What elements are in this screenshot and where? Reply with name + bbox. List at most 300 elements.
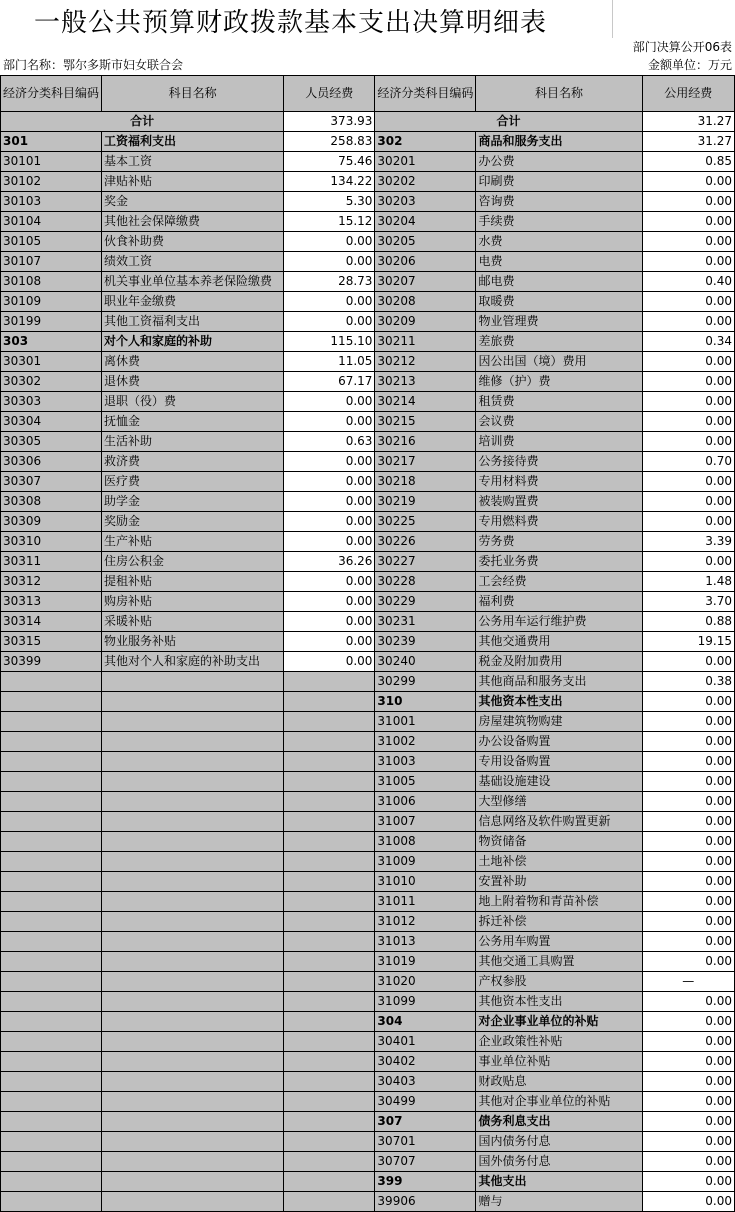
table-row xyxy=(1,1152,735,1172)
left-empty-cell xyxy=(102,1132,284,1152)
right-code-cell: 30205 xyxy=(375,232,476,252)
right-amount-cell: 0.00 xyxy=(642,952,734,972)
left-name-cell: 津贴补贴 xyxy=(102,172,284,192)
table-row xyxy=(1,672,735,692)
left-amount-cell: 0.00 xyxy=(284,292,375,312)
right-amount-cell: 0.00 xyxy=(642,552,734,572)
left-amount-cell: 67.17 xyxy=(284,372,375,392)
left-amount-cell: 28.73 xyxy=(284,272,375,292)
left-empty-cell xyxy=(102,732,284,752)
right-amount-cell: 0.88 xyxy=(642,612,734,632)
right-code-cell: 31011 xyxy=(375,892,476,912)
right-code-cell: 30208 xyxy=(375,292,476,312)
right-amount-cell: 0.00 xyxy=(642,352,734,372)
left-name-cell: 其他工资福利支出 xyxy=(102,312,284,332)
right-name-cell: 劳务费 xyxy=(476,532,642,552)
left-empty-cell xyxy=(102,792,284,812)
left-code-cell: 30399 xyxy=(1,652,102,672)
right-code-cell: 31020 xyxy=(375,972,476,992)
right-code-cell: 30217 xyxy=(375,452,476,472)
right-code-cell: 30701 xyxy=(375,1132,476,1152)
left-empty-cell xyxy=(102,772,284,792)
left-empty-cell xyxy=(284,1072,375,1092)
right-amount-cell: 0.00 xyxy=(642,472,734,492)
table-row xyxy=(1,352,735,372)
right-code-cell: 31007 xyxy=(375,812,476,832)
left-code-cell: 30105 xyxy=(1,232,102,252)
right-amount-cell: 0.00 xyxy=(642,372,734,392)
left-code-cell: 30103 xyxy=(1,192,102,212)
right-amount-cell: 0.00 xyxy=(642,192,734,212)
left-empty-cell xyxy=(102,812,284,832)
right-code-cell: 30216 xyxy=(375,432,476,452)
right-code-cell: 31099 xyxy=(375,992,476,1012)
right-amount-cell: 0.00 xyxy=(642,852,734,872)
right-amount-cell: 0.00 xyxy=(642,652,734,672)
right-code-cell: 30211 xyxy=(375,332,476,352)
right-code-cell: 31001 xyxy=(375,712,476,732)
right-amount-cell: 0.00 xyxy=(642,1152,734,1172)
right-name-cell: 对企业事业单位的补贴 xyxy=(476,1012,642,1032)
right-code-cell: 31003 xyxy=(375,752,476,772)
left-name-cell: 生活补助 xyxy=(102,432,284,452)
right-code-cell: 30228 xyxy=(375,572,476,592)
header-code-right: 经济分类科目编码 xyxy=(375,76,476,112)
right-amount-cell: 3.39 xyxy=(642,532,734,552)
right-name-cell: 商品和服务支出 xyxy=(476,132,642,152)
right-amount-cell: 0.85 xyxy=(642,152,734,172)
right-name-cell: 土地补偿 xyxy=(476,852,642,872)
left-empty-cell xyxy=(102,852,284,872)
left-code-cell: 30303 xyxy=(1,392,102,412)
table-row xyxy=(1,252,735,272)
table-row xyxy=(1,772,735,792)
left-code-cell: 30312 xyxy=(1,572,102,592)
left-empty-cell xyxy=(1,1132,102,1152)
left-empty-cell xyxy=(284,952,375,972)
left-empty-cell xyxy=(1,992,102,1012)
left-code-cell: 30305 xyxy=(1,432,102,452)
left-amount-cell: 0.00 xyxy=(284,512,375,532)
table-row xyxy=(1,1072,735,1092)
right-amount-cell: 0.00 xyxy=(642,832,734,852)
left-empty-cell xyxy=(284,712,375,732)
right-amount-cell: 0.00 xyxy=(642,172,734,192)
table-row xyxy=(1,792,735,812)
left-amount-cell: 0.00 xyxy=(284,592,375,612)
table-row xyxy=(1,1172,735,1192)
right-amount-cell: 3.70 xyxy=(642,592,734,612)
left-empty-cell xyxy=(284,1132,375,1152)
left-amount-cell: 0.00 xyxy=(284,452,375,472)
table-row xyxy=(1,272,735,292)
right-name-cell: 培训费 xyxy=(476,432,642,452)
right-amount-cell: 1.48 xyxy=(642,572,734,592)
right-code-cell: 30229 xyxy=(375,592,476,612)
right-name-cell: 大型修缮 xyxy=(476,792,642,812)
left-empty-cell xyxy=(284,1192,375,1212)
right-code-cell: 30206 xyxy=(375,252,476,272)
right-code-cell: 30215 xyxy=(375,412,476,432)
left-amount-cell: 0.00 xyxy=(284,532,375,552)
total-public: 31.27 xyxy=(642,112,734,132)
left-code-cell: 301 xyxy=(1,132,102,152)
right-name-cell: 取暖费 xyxy=(476,292,642,312)
table-row xyxy=(1,712,735,732)
left-empty-cell xyxy=(102,1112,284,1132)
right-name-cell: 其他交通费用 xyxy=(476,632,642,652)
page-title: 一般公共预算财政拨款基本支出决算明细表 xyxy=(34,8,548,38)
form-code: 部门决算公开06表 xyxy=(632,40,732,54)
right-amount-cell: 0.70 xyxy=(642,452,734,472)
left-empty-cell xyxy=(1,692,102,712)
left-empty-cell xyxy=(284,992,375,1012)
right-amount-cell: 0.00 xyxy=(642,1172,734,1192)
right-code-cell: 30201 xyxy=(375,152,476,172)
left-code-cell: 30313 xyxy=(1,592,102,612)
right-amount-cell: 0.00 xyxy=(642,1112,734,1132)
right-name-cell: 电费 xyxy=(476,252,642,272)
right-amount-cell: 0.00 xyxy=(642,1192,734,1212)
left-code-cell: 30310 xyxy=(1,532,102,552)
right-amount-cell: 0.40 xyxy=(642,272,734,292)
right-amount-cell: 0.00 xyxy=(642,412,734,432)
left-empty-cell xyxy=(1,872,102,892)
left-empty-cell xyxy=(102,912,284,932)
right-name-cell: 专用燃料费 xyxy=(476,512,642,532)
right-name-cell: 其他资本性支出 xyxy=(476,692,642,712)
right-amount-cell: 0.00 xyxy=(642,1052,734,1072)
right-amount-cell: 19.15 xyxy=(642,632,734,652)
right-name-cell: 债务利息支出 xyxy=(476,1112,642,1132)
table-row xyxy=(1,132,735,152)
table-row xyxy=(1,212,735,232)
right-name-cell: 租赁费 xyxy=(476,392,642,412)
left-empty-cell xyxy=(1,812,102,832)
left-amount-cell: 0.00 xyxy=(284,232,375,252)
left-name-cell: 生产补贴 xyxy=(102,532,284,552)
left-empty-cell xyxy=(1,1112,102,1132)
left-empty-cell xyxy=(284,1152,375,1172)
right-amount-cell: 0.00 xyxy=(642,1092,734,1112)
right-amount-cell: 0.00 xyxy=(642,312,734,332)
right-code-cell: 30202 xyxy=(375,172,476,192)
table-row xyxy=(1,692,735,712)
right-name-cell: 被装购置费 xyxy=(476,492,642,512)
table-row xyxy=(1,532,735,552)
right-name-cell: 安置补助 xyxy=(476,872,642,892)
table-row xyxy=(1,312,735,332)
table-row xyxy=(1,872,735,892)
right-code-cell: 30231 xyxy=(375,612,476,632)
left-empty-cell xyxy=(284,772,375,792)
left-empty-cell xyxy=(102,752,284,772)
right-amount-cell: 0.00 xyxy=(642,232,734,252)
right-code-cell: 30214 xyxy=(375,392,476,412)
left-empty-cell xyxy=(102,672,284,692)
right-name-cell: 基础设施建设 xyxy=(476,772,642,792)
left-amount-cell: 258.83 xyxy=(284,132,375,152)
right-code-cell: 31012 xyxy=(375,912,476,932)
table-row xyxy=(1,452,735,472)
left-amount-cell: 11.05 xyxy=(284,352,375,372)
right-name-cell: 印刷费 xyxy=(476,172,642,192)
table-row xyxy=(1,412,735,432)
table-row xyxy=(1,472,735,492)
right-code-cell: 30207 xyxy=(375,272,476,292)
left-name-cell: 基本工资 xyxy=(102,152,284,172)
left-name-cell: 其他对个人和家庭的补助支出 xyxy=(102,652,284,672)
left-amount-cell: 115.10 xyxy=(284,332,375,352)
left-code-cell: 30306 xyxy=(1,452,102,472)
left-name-cell: 离休费 xyxy=(102,352,284,372)
right-amount-cell: 0.00 xyxy=(642,1132,734,1152)
title-bar xyxy=(0,0,735,38)
right-name-cell: 信息网络及软件购置更新 xyxy=(476,812,642,832)
right-code-cell: 30299 xyxy=(375,672,476,692)
right-name-cell: 公务用车购置 xyxy=(476,932,642,952)
right-amount-cell: 0.00 xyxy=(642,712,734,732)
right-amount-cell: 0.00 xyxy=(642,1012,734,1032)
table-row xyxy=(1,632,735,652)
right-amount-cell: 0.00 xyxy=(642,432,734,452)
right-name-cell: 国内债务付息 xyxy=(476,1132,642,1152)
left-empty-cell xyxy=(102,712,284,732)
right-code-cell: 31019 xyxy=(375,952,476,972)
left-empty-cell xyxy=(102,1192,284,1212)
header-name-left: 科目名称 xyxy=(102,76,284,112)
right-code-cell: 30401 xyxy=(375,1032,476,1052)
left-empty-cell xyxy=(102,972,284,992)
left-name-cell: 工资福利支出 xyxy=(102,132,284,152)
table-row xyxy=(1,972,735,992)
left-empty-cell xyxy=(1,672,102,692)
left-empty-cell xyxy=(284,1032,375,1052)
right-code-cell: 30218 xyxy=(375,472,476,492)
left-empty-cell xyxy=(1,752,102,772)
table-row xyxy=(1,1192,735,1212)
right-code-cell: 30402 xyxy=(375,1052,476,1072)
left-empty-cell xyxy=(1,1092,102,1112)
left-code-cell: 303 xyxy=(1,332,102,352)
left-code-cell: 30314 xyxy=(1,612,102,632)
right-amount-cell: — xyxy=(642,972,734,992)
left-code-cell: 30102 xyxy=(1,172,102,192)
right-amount-cell: 0.00 xyxy=(642,252,734,272)
table-row xyxy=(1,332,735,352)
table-row xyxy=(1,152,735,172)
left-name-cell: 奖励金 xyxy=(102,512,284,532)
right-name-cell: 地上附着物和青苗补偿 xyxy=(476,892,642,912)
right-name-cell: 物资储备 xyxy=(476,832,642,852)
header-row xyxy=(1,76,735,112)
header-code-left: 经济分类科目编码 xyxy=(1,76,102,112)
left-empty-cell xyxy=(102,1072,284,1092)
left-code-cell: 30309 xyxy=(1,512,102,532)
left-empty-cell xyxy=(102,892,284,912)
left-name-cell: 退休费 xyxy=(102,372,284,392)
left-amount-cell: 75.46 xyxy=(284,152,375,172)
right-code-cell: 304 xyxy=(375,1012,476,1032)
right-name-cell: 事业单位补贴 xyxy=(476,1052,642,1072)
right-name-cell: 拆迁补偿 xyxy=(476,912,642,932)
right-code-cell: 30707 xyxy=(375,1152,476,1172)
left-amount-cell: 0.00 xyxy=(284,392,375,412)
right-code-cell: 31010 xyxy=(375,872,476,892)
right-name-cell: 委托业务费 xyxy=(476,552,642,572)
left-empty-cell xyxy=(1,1012,102,1032)
table-row xyxy=(1,652,735,672)
left-amount-cell: 0.00 xyxy=(284,652,375,672)
left-empty-cell xyxy=(1,712,102,732)
left-amount-cell: 0.00 xyxy=(284,252,375,272)
right-name-cell: 邮电费 xyxy=(476,272,642,292)
right-name-cell: 赠与 xyxy=(476,1192,642,1212)
left-code-cell: 30311 xyxy=(1,552,102,572)
left-empty-cell xyxy=(102,692,284,712)
right-name-cell: 差旅费 xyxy=(476,332,642,352)
table-row xyxy=(1,992,735,1012)
right-amount-cell: 0.00 xyxy=(642,812,734,832)
left-code-cell: 30301 xyxy=(1,352,102,372)
header-name-right: 科目名称 xyxy=(476,76,642,112)
left-name-cell: 物业服务补贴 xyxy=(102,632,284,652)
left-name-cell: 绩效工资 xyxy=(102,252,284,272)
left-name-cell: 伙食补助费 xyxy=(102,232,284,252)
table-row xyxy=(1,1052,735,1072)
right-code-cell: 30240 xyxy=(375,652,476,672)
right-code-cell: 31013 xyxy=(375,932,476,952)
table-row xyxy=(1,372,735,392)
left-code-cell: 30307 xyxy=(1,472,102,492)
table-row xyxy=(1,592,735,612)
right-name-cell: 其他支出 xyxy=(476,1172,642,1192)
left-empty-cell xyxy=(102,832,284,852)
left-code-cell: 30304 xyxy=(1,412,102,432)
table-row xyxy=(1,1092,735,1112)
left-code-cell: 30101 xyxy=(1,152,102,172)
right-name-cell: 因公出国（境）费用 xyxy=(476,352,642,372)
right-name-cell: 财政贴息 xyxy=(476,1072,642,1092)
table-row xyxy=(1,912,735,932)
left-empty-cell xyxy=(284,752,375,772)
left-name-cell: 救济费 xyxy=(102,452,284,472)
table-row xyxy=(1,852,735,872)
right-name-cell: 公务用车运行维护费 xyxy=(476,612,642,632)
right-amount-cell: 0.00 xyxy=(642,1032,734,1052)
left-amount-cell: 0.00 xyxy=(284,572,375,592)
left-empty-cell xyxy=(102,1092,284,1112)
right-code-cell: 30209 xyxy=(375,312,476,332)
right-code-cell: 30403 xyxy=(375,1072,476,1092)
table-row xyxy=(1,1132,735,1152)
table-row xyxy=(1,812,735,832)
right-amount-cell: 0.00 xyxy=(642,512,734,532)
left-empty-cell xyxy=(284,1112,375,1132)
right-code-cell: 302 xyxy=(375,132,476,152)
right-code-cell: 30219 xyxy=(375,492,476,512)
right-amount-cell: 0.00 xyxy=(642,872,734,892)
right-amount-cell: 0.00 xyxy=(642,1072,734,1092)
left-empty-cell xyxy=(284,1172,375,1192)
right-name-cell: 国外债务付息 xyxy=(476,1152,642,1172)
left-amount-cell: 0.00 xyxy=(284,632,375,652)
right-name-cell: 专用材料费 xyxy=(476,472,642,492)
left-empty-cell xyxy=(284,852,375,872)
right-code-cell: 310 xyxy=(375,692,476,712)
total-label-left: 合计 xyxy=(1,112,284,132)
total-personnel: 373.93 xyxy=(284,112,375,132)
right-name-cell: 办公设备购置 xyxy=(476,732,642,752)
right-name-cell: 维修（护）费 xyxy=(476,372,642,392)
left-name-cell: 购房补贴 xyxy=(102,592,284,612)
right-name-cell: 手续费 xyxy=(476,212,642,232)
left-empty-cell xyxy=(284,932,375,952)
left-amount-cell: 0.00 xyxy=(284,412,375,432)
right-code-cell: 307 xyxy=(375,1112,476,1132)
table-row xyxy=(1,892,735,912)
table-row xyxy=(1,612,735,632)
left-code-cell: 30302 xyxy=(1,372,102,392)
left-amount-cell: 15.12 xyxy=(284,212,375,232)
left-empty-cell xyxy=(102,932,284,952)
table-row xyxy=(1,572,735,592)
left-name-cell: 对个人和家庭的补助 xyxy=(102,332,284,352)
right-code-cell: 30203 xyxy=(375,192,476,212)
left-empty-cell xyxy=(102,872,284,892)
right-code-cell: 30227 xyxy=(375,552,476,572)
left-empty-cell xyxy=(1,772,102,792)
table-row xyxy=(1,1032,735,1052)
right-amount-cell: 0.00 xyxy=(642,892,734,912)
right-name-cell: 水费 xyxy=(476,232,642,252)
left-name-cell: 职业年金缴费 xyxy=(102,292,284,312)
left-empty-cell xyxy=(102,1052,284,1072)
left-empty-cell xyxy=(284,672,375,692)
right-name-cell: 产权参股 xyxy=(476,972,642,992)
left-empty-cell xyxy=(284,792,375,812)
left-empty-cell xyxy=(284,972,375,992)
left-empty-cell xyxy=(102,1172,284,1192)
left-code-cell: 30108 xyxy=(1,272,102,292)
left-amount-cell: 36.26 xyxy=(284,552,375,572)
right-code-cell: 31009 xyxy=(375,852,476,872)
right-name-cell: 其他资本性支出 xyxy=(476,992,642,1012)
table-row xyxy=(1,432,735,452)
total-label-right: 合计 xyxy=(375,112,642,132)
right-name-cell: 办公费 xyxy=(476,152,642,172)
left-empty-cell xyxy=(1,972,102,992)
title-gridline xyxy=(612,0,613,38)
left-name-cell: 采暖补贴 xyxy=(102,612,284,632)
amount-unit: 金额单位：万元 xyxy=(647,58,732,72)
right-code-cell: 30212 xyxy=(375,352,476,372)
left-empty-cell xyxy=(102,1032,284,1052)
left-name-cell: 住房公积金 xyxy=(102,552,284,572)
table-row xyxy=(1,952,735,972)
left-empty-cell xyxy=(102,1012,284,1032)
right-amount-cell: 0.00 xyxy=(642,792,734,812)
left-name-cell: 其他社会保障缴费 xyxy=(102,212,284,232)
right-amount-cell: 0.00 xyxy=(642,992,734,1012)
right-code-cell: 399 xyxy=(375,1172,476,1192)
right-name-cell: 工会经费 xyxy=(476,572,642,592)
right-code-cell: 30204 xyxy=(375,212,476,232)
left-amount-cell: 0.63 xyxy=(284,432,375,452)
right-amount-cell: 0.34 xyxy=(642,332,734,352)
right-name-cell: 企业政策性补贴 xyxy=(476,1032,642,1052)
left-amount-cell: 0.00 xyxy=(284,612,375,632)
